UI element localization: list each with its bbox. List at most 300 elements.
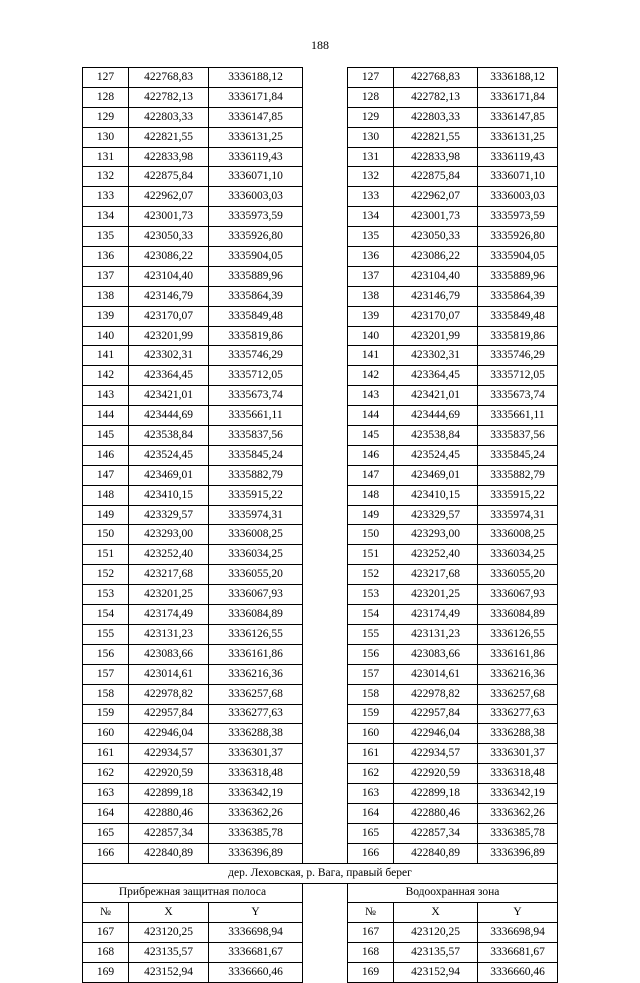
left-y-coordinate: 3336301,37 — [209, 744, 303, 764]
left-point-number: 152 — [83, 565, 129, 585]
right-y-coordinate: 3335673,74 — [478, 386, 558, 406]
table-row — [83, 247, 558, 267]
right-point-number: 129 — [348, 107, 394, 127]
right-y-coordinate: 3336288,38 — [478, 724, 558, 744]
right-x-coordinate: 422840,89 — [394, 843, 478, 863]
table-row — [83, 87, 558, 107]
table-row — [83, 306, 558, 326]
left-y-coordinate: 3335864,39 — [209, 286, 303, 306]
left-y-coordinate: 3336034,25 — [209, 545, 303, 565]
column-gap — [303, 764, 348, 784]
right-header-x-coordinate: X — [394, 903, 478, 923]
right-y-coordinate: 3335819,86 — [478, 326, 558, 346]
table-row — [83, 565, 558, 585]
right-x-coordinate: 423201,25 — [394, 585, 478, 605]
right-header-point-number: № — [348, 903, 394, 923]
left-point-number: 159 — [83, 704, 129, 724]
right-y-coordinate: 3336318,48 — [478, 764, 558, 784]
right-point-number: 148 — [348, 485, 394, 505]
left-y-coordinate: 3336660,46 — [209, 963, 303, 983]
left-x-coordinate: 423252,40 — [129, 545, 209, 565]
column-gap — [303, 624, 348, 644]
right-point-number: 163 — [348, 784, 394, 804]
column-gap — [303, 87, 348, 107]
column-gap — [303, 485, 348, 505]
column-gap — [303, 545, 348, 565]
column-gap — [303, 426, 348, 446]
column-gap — [303, 704, 348, 724]
column-gap — [303, 107, 348, 127]
right-x-coordinate: 422920,59 — [394, 764, 478, 784]
table-row — [83, 386, 558, 406]
left-y-coordinate: 3336318,48 — [209, 764, 303, 784]
column-gap — [303, 346, 348, 366]
right-x-coordinate: 423538,84 — [394, 426, 478, 446]
right-point-number: 156 — [348, 644, 394, 664]
left-header-y-coordinate: Y — [209, 903, 303, 923]
column-gap — [303, 803, 348, 823]
table-row — [83, 167, 558, 187]
left-x-coordinate: 423538,84 — [129, 426, 209, 446]
left-point-number: 150 — [83, 525, 129, 545]
left-point-number: 139 — [83, 306, 129, 326]
left-y-coordinate: 3335673,74 — [209, 386, 303, 406]
right-x-coordinate: 423201,99 — [394, 326, 478, 346]
table-row — [83, 445, 558, 465]
left-y-coordinate: 3336171,84 — [209, 87, 303, 107]
left-y-coordinate: 3336161,86 — [209, 644, 303, 664]
right-y-coordinate: 3335864,39 — [478, 286, 558, 306]
right-point-number: 139 — [348, 306, 394, 326]
left-point-number: 163 — [83, 784, 129, 804]
column-gap — [303, 943, 348, 963]
left-point-number: 165 — [83, 823, 129, 843]
right-y-coordinate: 3335904,05 — [478, 247, 558, 267]
right-y-coordinate: 3336067,93 — [478, 585, 558, 605]
left-y-coordinate: 3336698,94 — [209, 923, 303, 943]
right-x-coordinate: 422957,84 — [394, 704, 478, 724]
right-y-coordinate: 3336698,94 — [478, 923, 558, 943]
right-y-coordinate: 3336147,85 — [478, 107, 558, 127]
right-point-number: 133 — [348, 187, 394, 207]
left-x-coordinate: 423421,01 — [129, 386, 209, 406]
right-point-number: 144 — [348, 406, 394, 426]
left-x-coordinate: 423469,01 — [129, 465, 209, 485]
table-row — [83, 406, 558, 426]
right-x-coordinate: 423014,61 — [394, 664, 478, 684]
left-y-coordinate: 3336084,89 — [209, 605, 303, 625]
table-row — [83, 525, 558, 545]
left-y-coordinate: 3336277,63 — [209, 704, 303, 724]
right-point-number: 142 — [348, 366, 394, 386]
right-point-number: 140 — [348, 326, 394, 346]
right-x-coordinate: 422833,98 — [394, 147, 478, 167]
right-x-coordinate: 422899,18 — [394, 784, 478, 804]
left-y-coordinate: 3336067,93 — [209, 585, 303, 605]
right-point-number: 130 — [348, 127, 394, 147]
table-row — [83, 227, 558, 247]
left-y-coordinate: 3335849,48 — [209, 306, 303, 326]
left-y-coordinate: 3335845,24 — [209, 445, 303, 465]
left-y-coordinate: 3335661,11 — [209, 406, 303, 426]
right-x-coordinate: 423135,57 — [394, 943, 478, 963]
table-row — [83, 943, 558, 963]
table-row — [83, 127, 558, 147]
zone-title-row — [83, 883, 558, 903]
right-x-coordinate: 422803,33 — [394, 107, 478, 127]
left-x-coordinate: 423146,79 — [129, 286, 209, 306]
left-x-coordinate: 423083,66 — [129, 644, 209, 664]
column-gap — [303, 923, 348, 943]
left-point-number: 131 — [83, 147, 129, 167]
right-y-coordinate: 3336188,12 — [478, 68, 558, 88]
right-x-coordinate: 422768,83 — [394, 68, 478, 88]
right-y-coordinate: 3335889,96 — [478, 266, 558, 286]
right-x-coordinate: 423146,79 — [394, 286, 478, 306]
right-x-coordinate: 423293,00 — [394, 525, 478, 545]
left-point-number: 144 — [83, 406, 129, 426]
left-y-coordinate: 3336216,36 — [209, 664, 303, 684]
page-number: 188 — [311, 38, 329, 52]
left-point-number: 127 — [83, 68, 129, 88]
left-y-coordinate: 3336362,26 — [209, 803, 303, 823]
right-point-number: 157 — [348, 664, 394, 684]
table-row — [83, 426, 558, 446]
table-row — [83, 784, 558, 804]
section-caption-row — [83, 863, 558, 883]
left-point-number: 138 — [83, 286, 129, 306]
left-x-coordinate: 423170,07 — [129, 306, 209, 326]
table-row — [83, 684, 558, 704]
column-gap — [303, 266, 348, 286]
column-gap — [303, 565, 348, 585]
right-x-coordinate: 423302,31 — [394, 346, 478, 366]
left-y-coordinate: 3335889,96 — [209, 266, 303, 286]
left-x-coordinate: 423174,49 — [129, 605, 209, 625]
right-point-number: 131 — [348, 147, 394, 167]
right-point-number: 137 — [348, 266, 394, 286]
left-point-number: 130 — [83, 127, 129, 147]
right-y-coordinate: 3336257,68 — [478, 684, 558, 704]
section-title: дер. Леховская, р. Вага, правый берег — [83, 863, 558, 883]
left-x-coordinate: 422782,13 — [129, 87, 209, 107]
table-row — [83, 744, 558, 764]
right-point-number: 145 — [348, 426, 394, 446]
left-y-coordinate: 3336342,19 — [209, 784, 303, 804]
column-gap — [303, 127, 348, 147]
right-y-coordinate: 3336071,10 — [478, 167, 558, 187]
left-point-number: 148 — [83, 485, 129, 505]
right-point-number: 154 — [348, 605, 394, 625]
left-y-coordinate: 3336008,25 — [209, 525, 303, 545]
left-point-number: 154 — [83, 605, 129, 625]
right-y-coordinate: 3336396,89 — [478, 843, 558, 863]
right-x-coordinate: 423120,25 — [394, 923, 478, 943]
right-point-number: 136 — [348, 247, 394, 267]
right-point-number: 169 — [348, 963, 394, 983]
table-row — [83, 803, 558, 823]
left-x-coordinate: 422899,18 — [129, 784, 209, 804]
right-point-number: 159 — [348, 704, 394, 724]
left-y-coordinate: 3336131,25 — [209, 127, 303, 147]
left-point-number: 153 — [83, 585, 129, 605]
column-gap — [303, 147, 348, 167]
table-row — [83, 843, 558, 863]
table-row — [83, 545, 558, 565]
left-point-number: 161 — [83, 744, 129, 764]
column-gap — [303, 843, 348, 863]
left-x-coordinate: 423293,00 — [129, 525, 209, 545]
right-y-coordinate: 3335926,80 — [478, 227, 558, 247]
left-x-coordinate: 422821,55 — [129, 127, 209, 147]
left-point-number: 155 — [83, 624, 129, 644]
left-point-number: 142 — [83, 366, 129, 386]
column-gap — [303, 903, 348, 923]
left-x-coordinate: 422768,83 — [129, 68, 209, 88]
column-gap — [303, 883, 348, 903]
left-point-number: 134 — [83, 207, 129, 227]
right-y-coordinate: 3336084,89 — [478, 605, 558, 625]
left-y-coordinate: 3335837,56 — [209, 426, 303, 446]
right-x-coordinate: 422946,04 — [394, 724, 478, 744]
left-x-coordinate: 422803,33 — [129, 107, 209, 127]
coordinates-table — [82, 67, 558, 983]
left-x-coordinate: 423410,15 — [129, 485, 209, 505]
left-header-x-coordinate: X — [129, 903, 209, 923]
right-header-y-coordinate: Y — [478, 903, 558, 923]
column-gap — [303, 286, 348, 306]
left-x-coordinate: 423120,25 — [129, 923, 209, 943]
column-gap — [303, 445, 348, 465]
table-row — [83, 764, 558, 784]
right-x-coordinate: 423364,45 — [394, 366, 478, 386]
column-gap — [303, 724, 348, 744]
right-point-number: 165 — [348, 823, 394, 843]
left-y-coordinate: 3336147,85 — [209, 107, 303, 127]
right-point-number: 168 — [348, 943, 394, 963]
left-point-number: 149 — [83, 505, 129, 525]
right-point-number: 164 — [348, 803, 394, 823]
table-row — [83, 724, 558, 744]
right-y-coordinate: 3335974,31 — [478, 505, 558, 525]
right-point-number: 141 — [348, 346, 394, 366]
table-row — [83, 624, 558, 644]
right-y-coordinate: 3335849,48 — [478, 306, 558, 326]
table-row — [83, 207, 558, 227]
right-y-coordinate: 3336171,84 — [478, 87, 558, 107]
right-point-number: 134 — [348, 207, 394, 227]
right-point-number: 161 — [348, 744, 394, 764]
left-x-coordinate: 423131,23 — [129, 624, 209, 644]
left-y-coordinate: 3336126,55 — [209, 624, 303, 644]
right-y-coordinate: 3335915,22 — [478, 485, 558, 505]
right-y-coordinate: 3336119,43 — [478, 147, 558, 167]
right-y-coordinate: 3336385,78 — [478, 823, 558, 843]
right-point-number: 153 — [348, 585, 394, 605]
left-point-number: 146 — [83, 445, 129, 465]
column-gap — [303, 525, 348, 545]
left-y-coordinate: 3335819,86 — [209, 326, 303, 346]
left-x-coordinate: 423152,94 — [129, 963, 209, 983]
left-point-number: 140 — [83, 326, 129, 346]
left-point-number: 162 — [83, 764, 129, 784]
left-y-coordinate: 3336119,43 — [209, 147, 303, 167]
left-x-coordinate: 423201,25 — [129, 585, 209, 605]
left-x-coordinate: 422934,57 — [129, 744, 209, 764]
column-gap — [303, 386, 348, 406]
left-point-number: 160 — [83, 724, 129, 744]
left-zone-title: Прибрежная защитная полоса — [83, 883, 303, 903]
right-point-number: 147 — [348, 465, 394, 485]
right-point-number: 160 — [348, 724, 394, 744]
table-row — [83, 704, 558, 724]
right-y-coordinate: 3336301,37 — [478, 744, 558, 764]
right-x-coordinate: 423083,66 — [394, 644, 478, 664]
right-point-number: 155 — [348, 624, 394, 644]
left-y-coordinate: 3336055,20 — [209, 565, 303, 585]
right-x-coordinate: 423174,49 — [394, 605, 478, 625]
column-gap — [303, 744, 348, 764]
right-y-coordinate: 3336161,86 — [478, 644, 558, 664]
right-y-coordinate: 3335845,24 — [478, 445, 558, 465]
table-row — [83, 505, 558, 525]
right-x-coordinate: 423104,40 — [394, 266, 478, 286]
right-x-coordinate: 423152,94 — [394, 963, 478, 983]
left-point-number: 164 — [83, 803, 129, 823]
left-x-coordinate: 422957,84 — [129, 704, 209, 724]
left-y-coordinate: 3335746,29 — [209, 346, 303, 366]
right-point-number: 167 — [348, 923, 394, 943]
right-point-number: 158 — [348, 684, 394, 704]
right-x-coordinate: 423524,45 — [394, 445, 478, 465]
right-y-coordinate: 3335712,05 — [478, 366, 558, 386]
table-row — [83, 823, 558, 843]
table-row — [83, 366, 558, 386]
right-y-coordinate: 3336216,36 — [478, 664, 558, 684]
right-y-coordinate: 3335973,59 — [478, 207, 558, 227]
right-y-coordinate: 3336681,67 — [478, 943, 558, 963]
table-row — [83, 485, 558, 505]
column-gap — [303, 366, 348, 386]
left-point-number: 151 — [83, 545, 129, 565]
left-point-number: 156 — [83, 644, 129, 664]
right-x-coordinate: 422978,82 — [394, 684, 478, 704]
left-y-coordinate: 3335904,05 — [209, 247, 303, 267]
left-point-number: 147 — [83, 465, 129, 485]
column-gap — [303, 664, 348, 684]
left-point-number: 158 — [83, 684, 129, 704]
left-y-coordinate: 3335915,22 — [209, 485, 303, 505]
right-y-coordinate: 3335661,11 — [478, 406, 558, 426]
column-gap — [303, 406, 348, 426]
right-point-number: 128 — [348, 87, 394, 107]
left-x-coordinate: 423201,99 — [129, 326, 209, 346]
right-y-coordinate: 3336003,03 — [478, 187, 558, 207]
column-gap — [303, 605, 348, 625]
left-x-coordinate: 423086,22 — [129, 247, 209, 267]
left-x-coordinate: 423329,57 — [129, 505, 209, 525]
left-x-coordinate: 422833,98 — [129, 147, 209, 167]
left-x-coordinate: 422875,84 — [129, 167, 209, 187]
left-x-coordinate: 423524,45 — [129, 445, 209, 465]
right-y-coordinate: 3336131,25 — [478, 127, 558, 147]
column-gap — [303, 167, 348, 187]
right-y-coordinate: 3335882,79 — [478, 465, 558, 485]
column-gap — [303, 644, 348, 664]
table-row — [83, 266, 558, 286]
right-x-coordinate: 423329,57 — [394, 505, 478, 525]
right-x-coordinate: 423170,07 — [394, 306, 478, 326]
column-gap — [303, 684, 348, 704]
left-point-number: 143 — [83, 386, 129, 406]
left-y-coordinate: 3336257,68 — [209, 684, 303, 704]
table-row — [83, 465, 558, 485]
left-point-number: 157 — [83, 664, 129, 684]
right-y-coordinate: 3336660,46 — [478, 963, 558, 983]
column-gap — [303, 585, 348, 605]
table-row — [83, 326, 558, 346]
right-x-coordinate: 422962,07 — [394, 187, 478, 207]
left-point-number: 169 — [83, 963, 129, 983]
table-row — [83, 605, 558, 625]
right-point-number: 149 — [348, 505, 394, 525]
column-gap — [303, 68, 348, 88]
left-y-coordinate: 3336396,89 — [209, 843, 303, 863]
right-point-number: 146 — [348, 445, 394, 465]
left-point-number: 141 — [83, 346, 129, 366]
right-point-number: 132 — [348, 167, 394, 187]
header-row — [83, 903, 558, 923]
left-y-coordinate: 3336681,67 — [209, 943, 303, 963]
left-y-coordinate: 3336288,38 — [209, 724, 303, 744]
left-y-coordinate: 3335712,05 — [209, 366, 303, 386]
right-x-coordinate: 422821,55 — [394, 127, 478, 147]
right-x-coordinate: 423050,33 — [394, 227, 478, 247]
left-x-coordinate: 422978,82 — [129, 684, 209, 704]
right-point-number: 143 — [348, 386, 394, 406]
right-y-coordinate: 3336277,63 — [478, 704, 558, 724]
left-y-coordinate: 3336188,12 — [209, 68, 303, 88]
left-point-number: 136 — [83, 247, 129, 267]
right-y-coordinate: 3335837,56 — [478, 426, 558, 446]
left-x-coordinate: 422840,89 — [129, 843, 209, 863]
column-gap — [303, 306, 348, 326]
table-row — [83, 923, 558, 943]
right-point-number: 150 — [348, 525, 394, 545]
table-row — [83, 147, 558, 167]
left-x-coordinate: 422946,04 — [129, 724, 209, 744]
left-x-coordinate: 423135,57 — [129, 943, 209, 963]
right-y-coordinate: 3336342,19 — [478, 784, 558, 804]
table-row — [83, 664, 558, 684]
column-gap — [303, 187, 348, 207]
left-point-number: 145 — [83, 426, 129, 446]
left-x-coordinate: 422880,46 — [129, 803, 209, 823]
table-row — [83, 346, 558, 366]
right-x-coordinate: 423444,69 — [394, 406, 478, 426]
right-point-number: 152 — [348, 565, 394, 585]
left-x-coordinate: 423444,69 — [129, 406, 209, 426]
column-gap — [303, 227, 348, 247]
table-row — [83, 286, 558, 306]
right-x-coordinate: 422782,13 — [394, 87, 478, 107]
left-point-number: 128 — [83, 87, 129, 107]
left-header-point-number: № — [83, 903, 129, 923]
column-gap — [303, 207, 348, 227]
table-row — [83, 187, 558, 207]
table-row — [83, 644, 558, 664]
left-y-coordinate: 3335974,31 — [209, 505, 303, 525]
